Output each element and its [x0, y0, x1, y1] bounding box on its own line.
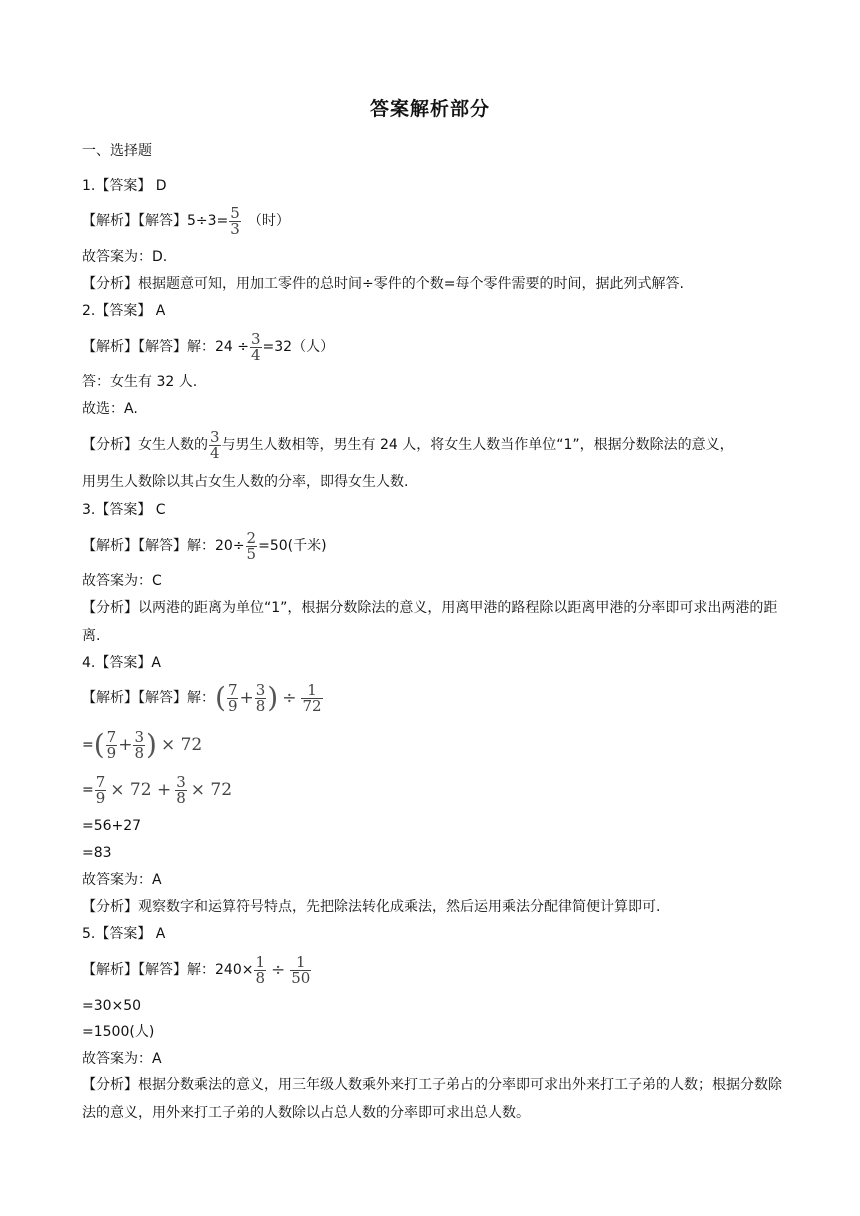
page-title: 答案解析部分 [369, 98, 490, 120]
q4-expr1-plus: + [239, 688, 254, 708]
q4-solution-prefix: 【解析】【解答】解： [82, 690, 215, 706]
q4-left-paren: ( [215, 681, 226, 714]
q2-analysis-suffix: 与男生人数相等，男生有 24 人，将女生人数当作单位“1”，根据分数除法的意义， [221, 437, 734, 453]
q1-answer: 1.【答案】 D [82, 178, 167, 194]
q1-solution-prefix: 【解析】【解答】5÷3= [82, 213, 229, 229]
q2-analysis-line2: 用男生人数除以其占女生人数的分率，即得女生人数. [82, 474, 409, 490]
q4-step2-right-paren: ) [146, 728, 157, 761]
q4-step2-plus: + [118, 735, 133, 755]
q4-step3-frac2: $\frac{3}{8}$ [176, 772, 186, 807]
q1-conclusion: 故答案为：D. [82, 249, 168, 265]
q4-expr1-frac1: $\frac{7}{9}$ [227, 680, 238, 715]
q4-expr1-frac3: $\frac{1}{72}$ [302, 680, 322, 715]
q4-step5: =83 [82, 845, 112, 861]
q4-step2-frac1: $\frac{7}{9}$ [106, 727, 117, 762]
q4-answer: 4.【答案】A [82, 655, 161, 671]
q2-solution [82, 330, 334, 364]
q2-analysis [82, 428, 734, 462]
q4-step4: =56+27 [82, 818, 142, 834]
q5-step1: =30×50 [82, 998, 142, 1014]
q5-conclusion: 故答案为：A [82, 1051, 162, 1067]
q4-step3-frac1: $\frac{7}{9}$ [95, 772, 106, 807]
q2-fraction: $\frac{3}{4}$ [251, 329, 261, 364]
q2-choice: 故选：A. [82, 401, 138, 417]
q5-solution-prefix: 【解析】【解答】解：240× [82, 962, 254, 978]
q5-analysis: 【分析】根据分数乘法的意义，用三年级人数乘外来打工子弟占的分率即可求出外来打工子弟的人数；根据分数除法的意义，用外来打工子弟的人数除以占总人数的分率即可求出总人数。 [82, 1077, 782, 1121]
q4-right-paren: ) [267, 681, 279, 714]
q5-div: ÷ [271, 960, 286, 980]
q4-solution [82, 680, 324, 716]
q4-expr1-div: ÷ [282, 688, 297, 708]
q3-analysis: 【分析】以两港的距离为单位“1”，根据分数除法的意义，用离甲港的路程除以距离甲港的分率即可求出两港的距离. [82, 600, 778, 644]
q2-analysis-fraction: $\frac{3}{4}$ [210, 427, 220, 462]
q2-reply: 答：女生有 32 人. [82, 374, 198, 390]
q3-solution-suffix: =50(千米) [258, 538, 327, 554]
q5-answer: 5.【答案】 A [82, 926, 166, 942]
q2-solution-suffix: =32（人） [262, 339, 335, 355]
q5-fraction1: $\frac{1}{8}$ [255, 952, 265, 987]
q4-step2-left-paren: ( [93, 728, 105, 761]
q2-analysis-prefix: 【分析】女生人数的 [82, 437, 208, 453]
q4-step3-mid: × 72 + [110, 780, 172, 800]
q3-fraction: $\frac{2}{5}$ [246, 528, 257, 563]
q4-conclusion: 故答案为：A [82, 872, 162, 888]
q1-fraction: $\frac{5}{3}$ [230, 203, 240, 238]
q4-analysis: 【分析】观察数字和运算符号特点，先把除法转化成乘法，然后运用乘法分配律简便计算即可. [82, 899, 661, 915]
section-heading: 一、选择题 [82, 143, 152, 159]
q4-step3-tail: × 72 [190, 780, 233, 800]
q4-step3 [82, 772, 232, 808]
q5-solution [82, 953, 312, 987]
q2-answer: 2.【答案】 A [82, 303, 166, 319]
q4-step2-eq: = [82, 737, 94, 753]
q4-expr1-frac2: $\frac{3}{8}$ [255, 680, 266, 715]
q4-step2 [82, 726, 202, 764]
q1-analysis: 【分析】根据题意可知，用加工零件的总时间÷零件的个数=每个零件需要的时间，据此列式解答. [82, 276, 684, 292]
q4-step3-eq: = [82, 782, 94, 798]
q5-fraction2: $\frac{1}{50}$ [291, 952, 311, 987]
q1-solution [82, 205, 290, 237]
q5-step2: =1500(人) [82, 1024, 155, 1040]
q3-answer: 3.【答案】 C [82, 502, 166, 518]
q3-solution [82, 529, 327, 563]
q4-step2-frac2: $\frac{3}{8}$ [134, 727, 145, 762]
q2-solution-prefix: 【解析】【解答】解：24 ÷ [82, 339, 249, 355]
q1-solution-suffix: （时） [247, 213, 290, 229]
q3-solution-prefix: 【解析】【解答】解：20÷ [82, 538, 245, 554]
q3-conclusion: 故答案为：C [82, 573, 162, 589]
q4-step2-tail: × 72 [160, 735, 203, 755]
